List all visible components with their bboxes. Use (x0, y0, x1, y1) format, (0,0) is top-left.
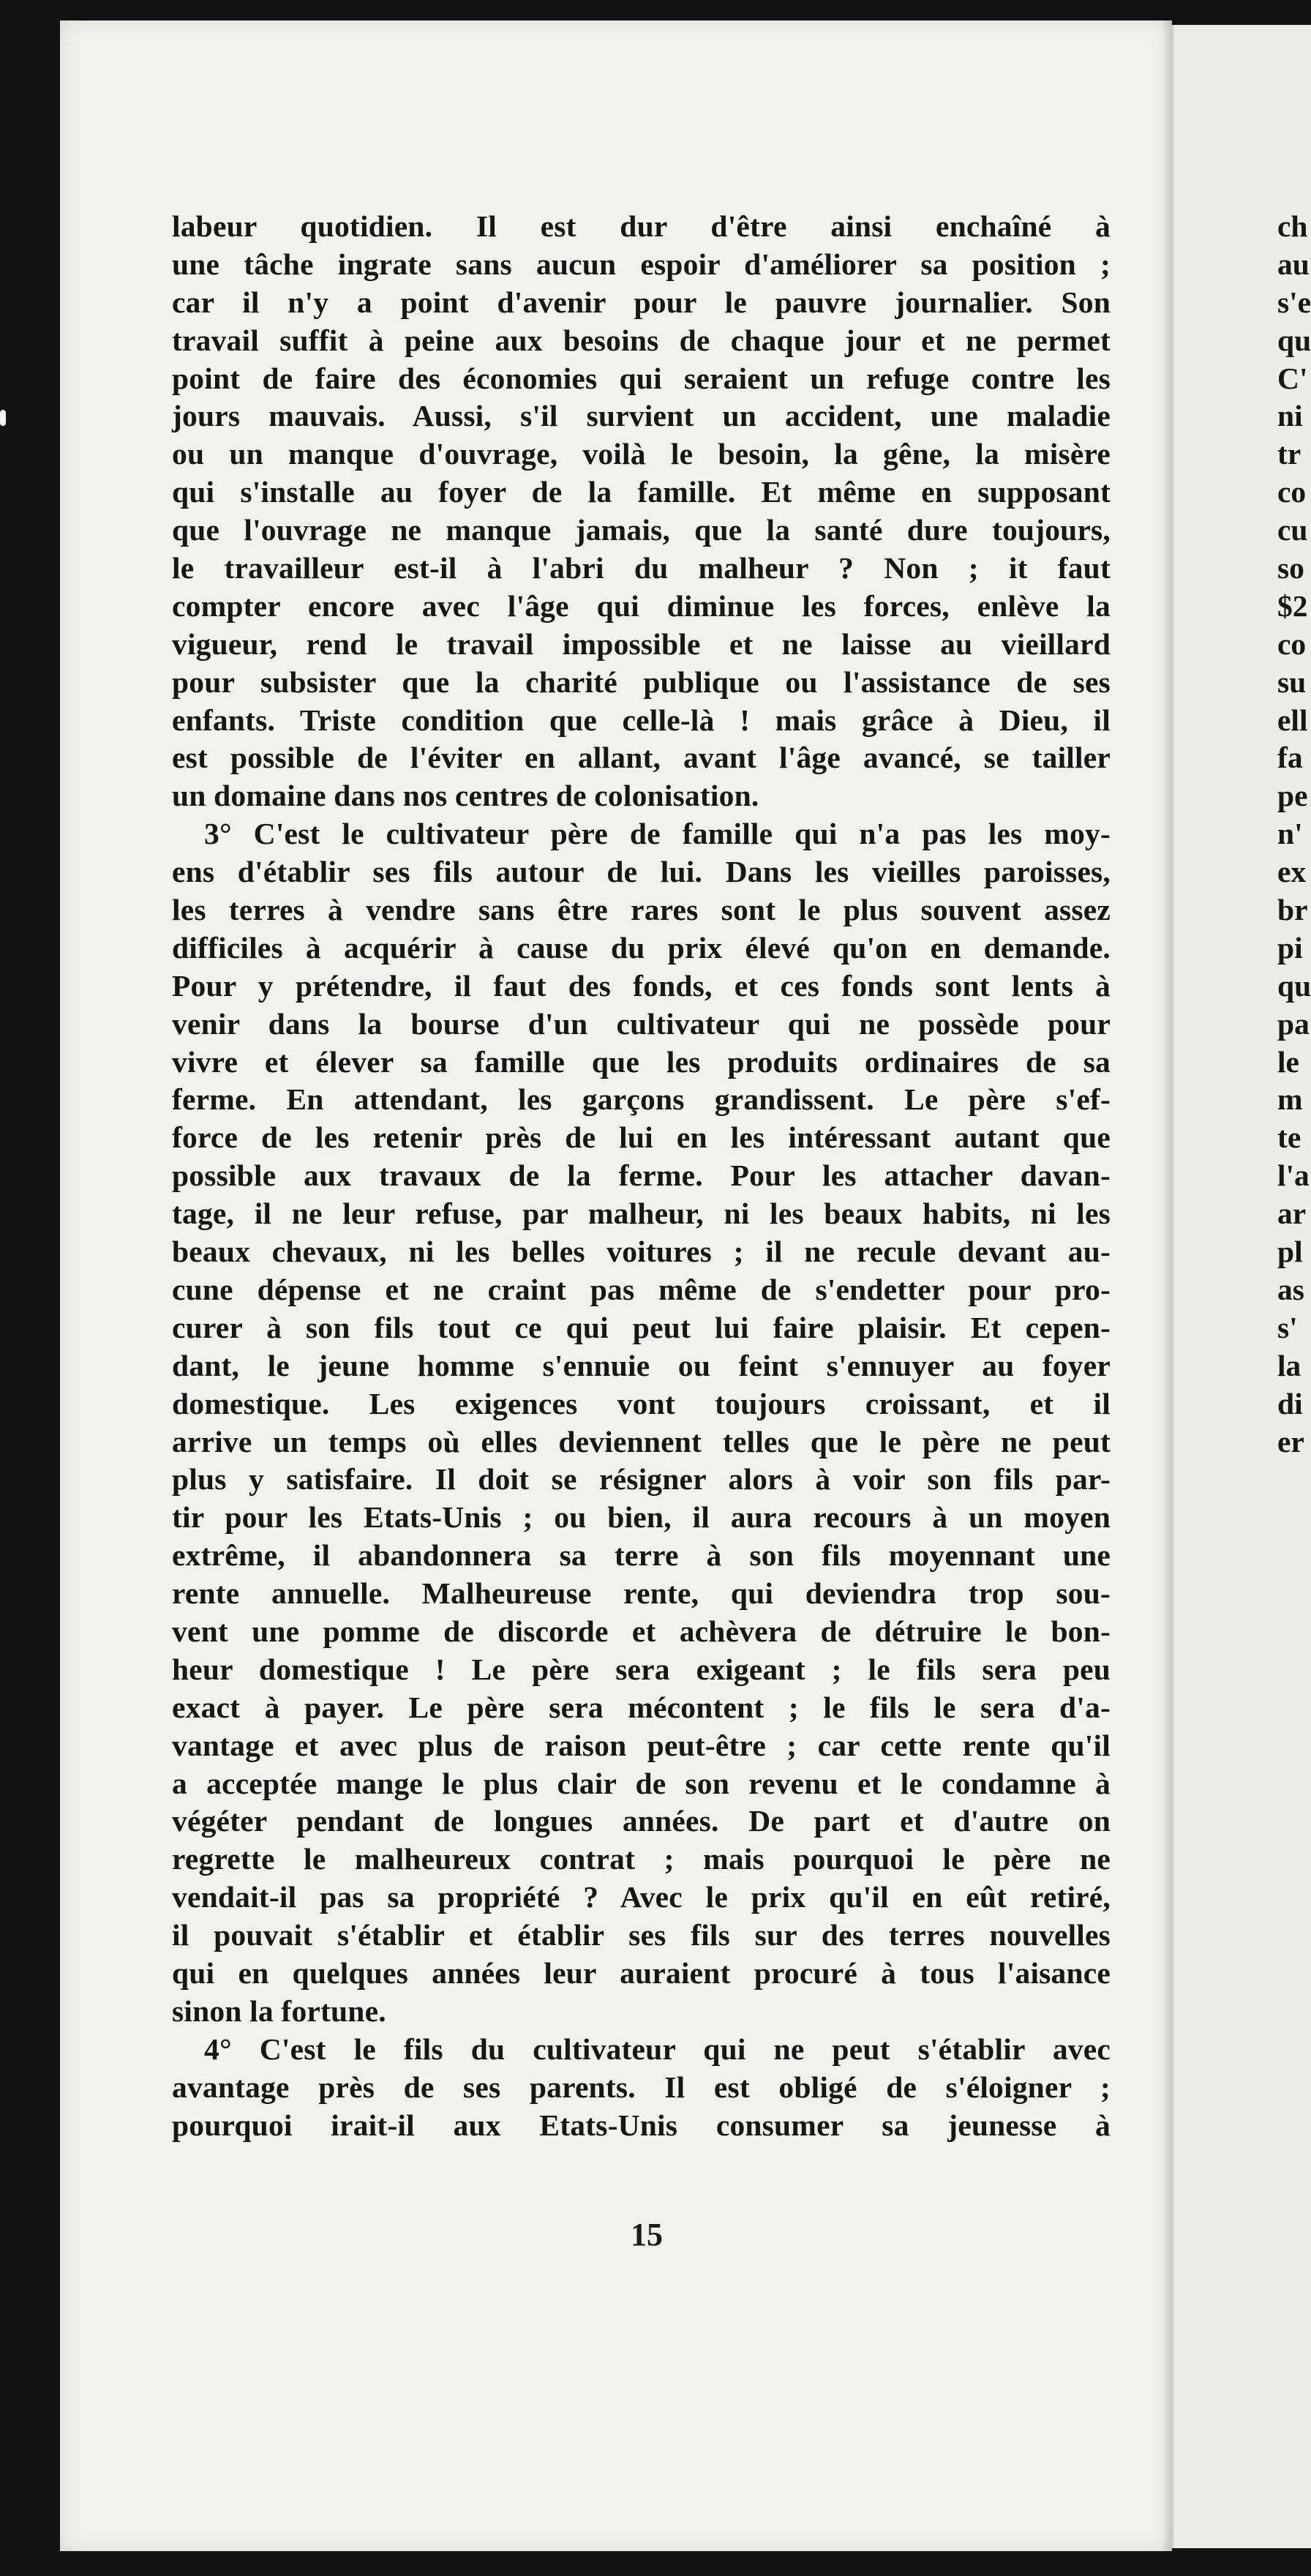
facing-line-fragment: pi (1277, 930, 1303, 965)
text-line: 3° C'est le cultivateur père de famille qui n'a pas les moy- (204, 817, 1111, 851)
text-line: domestique. Les exigences vont toujours croissant, et il (172, 1386, 1111, 1420)
text-line: tir pour les Etats-Unis ; ou bien, il aura recours à un moyen (172, 1500, 1111, 1535)
text-line: Pour y prétendre, il faut des fonds, et ces fonds sont lents à (172, 968, 1111, 1003)
text-line: rente annuelle. Malheureuse rente, qui deviendra trop sou- (172, 1576, 1111, 1611)
text-line: vivre et élever sa famille que les produits ordinaires de sa (172, 1044, 1111, 1079)
facing-line-fragment: s' (1277, 1310, 1298, 1344)
text-line: extrême, il abandonnera sa terre à son fils moyennant une (172, 1538, 1111, 1573)
text-line: il pouvait s'établir et établir ses fils sur des terres nouvelles (172, 1918, 1111, 1952)
text-line: pourquoi irait-il aux Etats-Unis consumer sa jeunesse à (172, 2108, 1111, 2142)
facing-page-text (1277, 208, 1311, 1461)
text-line: une tâche ingrate sans aucun espoir d'améliorer sa position ; (172, 247, 1111, 281)
text-line: possible aux travaux de la ferme. Pour les attacher davan- (172, 1158, 1111, 1193)
facing-line-fragment: as (1277, 1272, 1304, 1306)
text-line: ferme. En attendant, les garçons grandissent. Le père s'ef- (172, 1082, 1111, 1117)
text-line: pour subsister que la charité publique ou l'assistance de ses (172, 664, 1111, 699)
text-line: ou un manque d'ouvrage, voilà le besoin, la gêne, la misère (172, 437, 1111, 471)
facing-line-fragment: tr (1277, 437, 1301, 471)
facing-line-fragment: ch (1277, 209, 1308, 243)
facing-line-fragment: ni (1277, 399, 1303, 433)
text-line: dant, le jeune homme s'ennuie ou feint s'ennuyer au foyer (172, 1348, 1111, 1382)
text-line: arrive un temps où elles deviennent telles que le père ne peut (172, 1424, 1111, 1459)
text-line: regrette le malheureux contrat ; mais pourquoi le père ne (172, 1842, 1111, 1876)
text-line: le travailleur est-il à l'abri du malheur ? Non ; it faut (172, 551, 1111, 585)
facing-line-fragment: qu (1277, 968, 1311, 1003)
text-line: jours mauvais. Aussi, s'il survient un accident, une maladie (172, 399, 1111, 433)
text-line: cune dépense et ne craint pas même de s'endetter pour pro- (172, 1272, 1111, 1306)
facing-line-fragment: qu (1277, 323, 1311, 357)
facing-line-fragment: $2 (1277, 588, 1308, 623)
edge-mark (0, 410, 6, 426)
text-line: un domaine dans nos centres de colonisation. (172, 779, 759, 813)
text-line: travail suffit à peine aux besoins de chaque jour et ne permet (172, 323, 1111, 357)
text-line: vantage et avec plus de raison peut-être ; car cette rente qu'il (172, 1728, 1111, 1762)
text-line: car il n'y a point d'avenir pour le pauvre journalier. Son (172, 285, 1111, 319)
text-line: compter encore avec l'âge qui diminue les forces, enlève la (172, 588, 1111, 623)
body-text (172, 208, 1111, 2144)
text-line: venir dans la bourse d'un cultivateur qui ne possède pour (172, 1006, 1111, 1041)
facing-line-fragment: di (1277, 1386, 1303, 1420)
facing-line-fragment: l'a (1277, 1158, 1310, 1193)
text-line: qui en quelques années leur auraient procuré à tous l'aisance (172, 1955, 1111, 1990)
facing-line-fragment: fa (1277, 741, 1303, 775)
text-line: végéter pendant de longues années. De part et d'autre on (172, 1804, 1111, 1838)
text-line: vent une pomme de discorde et achèvera de détruire le bon- (172, 1614, 1111, 1648)
facing-line-fragment: co (1277, 475, 1307, 509)
facing-line-fragment: pa (1277, 1006, 1310, 1041)
text-line: vigueur, rend le travail impossible et ne laisse au vieillard (172, 626, 1111, 661)
text-line: beaux chevaux, ni les belles voitures ; il ne recule devant au- (172, 1235, 1111, 1269)
facing-line-fragment: ell (1277, 703, 1308, 737)
text-line: labeur quotidien. Il est dur d'être ainsi enchaîné à (172, 209, 1111, 243)
page-number: 15 (631, 2217, 663, 2253)
facing-line-fragment: co (1277, 626, 1307, 661)
text-line: force de les retenir près de lui en les intéressant autant que (172, 1120, 1111, 1155)
text-line: heur domestique ! Le père sera exigeant ; le fils sera peu (172, 1652, 1111, 1686)
text-line: qui s'installe au foyer de la famille. Et même en supposant (172, 475, 1111, 509)
facing-line-fragment: so (1277, 551, 1304, 585)
facing-line-fragment: C' (1277, 361, 1308, 395)
text-line: difficiles à acquérir à cause du prix élevé qu'on en demande. (172, 930, 1111, 965)
facing-line-fragment: su (1277, 664, 1307, 699)
text-line: point de faire des économies qui seraient un refuge contre les (172, 361, 1111, 395)
facing-line-fragment: au (1277, 247, 1310, 281)
text-line: avantage près de ses parents. Il est obligé de s'éloigner ; (172, 2070, 1111, 2104)
text-line: curer à son fils tout ce qui peut lui faire plaisir. Et cepen- (172, 1310, 1111, 1344)
text-line: 4° C'est le fils du cultivateur qui ne peut s'établir avec (204, 2032, 1111, 2066)
facing-line-fragment: te (1277, 1120, 1301, 1155)
text-line: enfants. Triste condition que celle-là ! mais grâce à Dieu, il (172, 703, 1111, 737)
facing-line-fragment: s'e (1277, 285, 1311, 319)
text-line: tage, il ne leur refuse, par malheur, ni les beaux habits, ni les (172, 1197, 1111, 1231)
text-line: les terres à vendre sans être rares sont le plus souvent assez (172, 893, 1111, 927)
text-line: a acceptée mange le plus clair de son revenu et le condamne à (172, 1766, 1111, 1800)
facing-line-fragment: le (1277, 1044, 1299, 1079)
facing-line-fragment: pl (1277, 1235, 1303, 1269)
text-line: est possible de l'éviter en allant, avant l'âge avancé, se tailler (172, 741, 1111, 775)
facing-line-fragment: ar (1277, 1197, 1307, 1231)
facing-line-fragment: la (1277, 1348, 1301, 1382)
facing-line-fragment: cu (1277, 513, 1308, 547)
text-line: ens d'établir ses fils autour de lui. Dans les vieilles paroisses, (172, 855, 1111, 889)
facing-line-fragment: er (1277, 1424, 1304, 1459)
facing-line-fragment: br (1277, 893, 1308, 927)
text-line: exact à payer. Le père sera mécontent ; le fils le sera d'a- (172, 1690, 1111, 1724)
facing-line-fragment: n' (1277, 817, 1303, 851)
facing-line-fragment: pe (1277, 779, 1308, 813)
facing-line-fragment: ex (1277, 855, 1307, 889)
text-line: plus y satisfaire. Il doit se résigner alors à voir son fils par- (172, 1462, 1111, 1497)
text-line: que l'ouvrage ne manque jamais, que la santé dure toujours, (172, 513, 1111, 547)
text-line: vendait-il pas sa propriété ? Avec le prix qu'il en eût retiré, (172, 1880, 1111, 1914)
text-line: sinon la fortune. (172, 1993, 386, 2028)
facing-line-fragment: m (1277, 1082, 1303, 1117)
